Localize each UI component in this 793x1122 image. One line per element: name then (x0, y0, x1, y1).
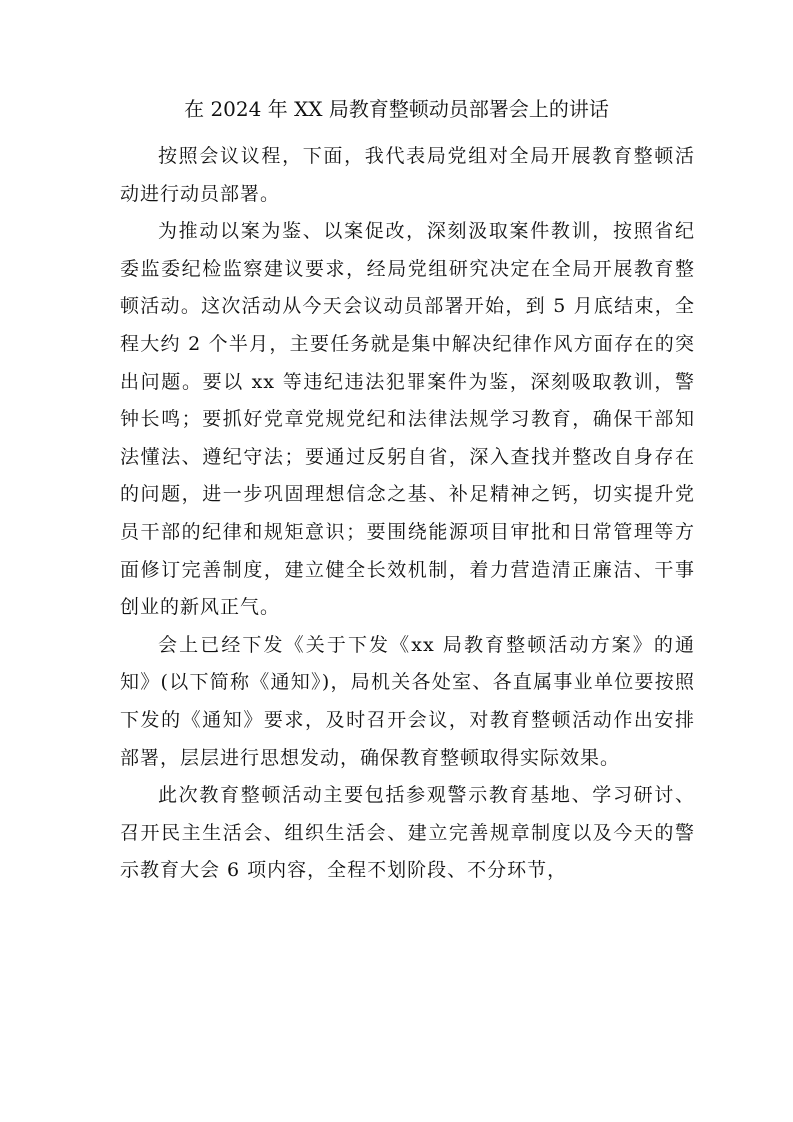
document-title: 在 2024 年 XX 局教育整顿动员部署会上的讲话 (184, 97, 609, 121)
paragraph-3: 会上已经下发《关于下发《xx 局教育整顿活动方案》的通知》(以下简称《通知》)，局机关各处室、各直属事业单位要按照下发的《通知》要求，及时召开会议，对教育整顿活动作出安排部署，层层进行思想发动，确保教育整顿取得实际效果。 (120, 633, 695, 769)
document-body (120, 138, 695, 890)
paragraph-4: 此次教育整顿活动主要包括参观警示教育基地、学习研讨、召开民主生活会、组织生活会、建立完善规章制度以及今天的警示教育大会 6 项内容，全程不划阶段、不分环节， (120, 784, 695, 882)
paragraph-1: 按照会议议程，下面，我代表局党组对全局开展教育整顿活动进行动员部署。 (120, 145, 695, 205)
paragraph-2: 为推动以案为鉴、以案促改，深刻汲取案件教训，按照省纪委监委纪检监察建议要求，经局党组研究决定在全局开展教育整顿活动。这次活动从今天会议动员部署开始，到 5 月底结束，全程大约 2 个半月，主要任务就是集中解决纪律作风方面存在的突出问题。要以 xx 等违纪违法犯罪案件为鉴，深刻吸取教训，警钟长鸣；要抓好党章党规党纪和法律法规学习教育，确保干部知法懂法、遵纪守法；要通过反躬自省，深入查找并整改自身存在的问题，进一步巩固理想信念之基、补足精神之钙，切实提升党员干部的纪律和规矩意识；要围绕能源项目审批和日常管理等方面修订完善制度，建立健全长效机制，着力营造清正廉洁、干事创业的新风正气。 (120, 220, 695, 619)
